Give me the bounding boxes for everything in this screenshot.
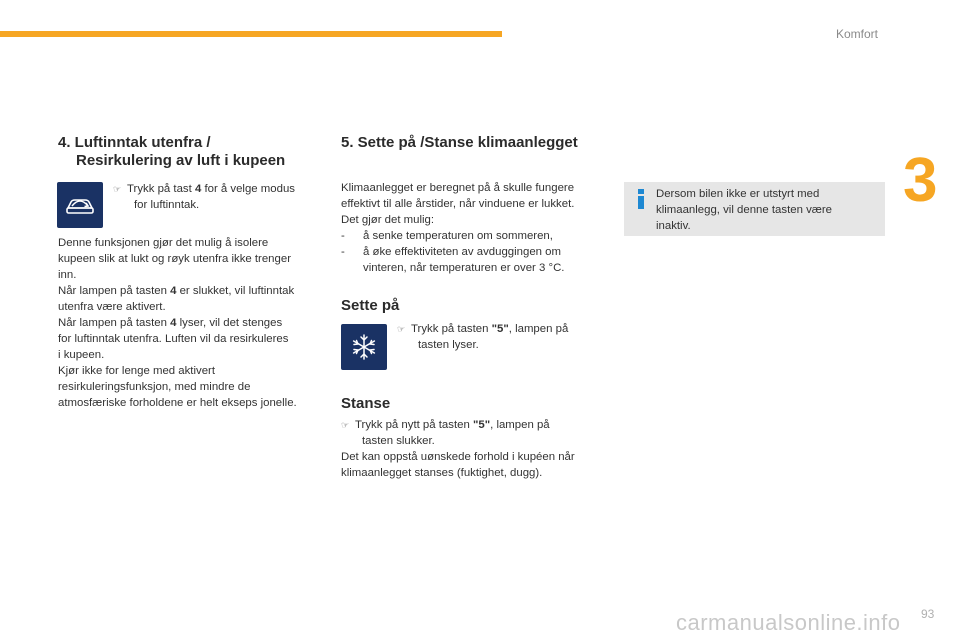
- recirculation-button-image: [57, 182, 103, 228]
- info-text: Dersom bilen ikke er utstyrt med klimaanlegg, vil denne tasten være inaktiv.: [656, 188, 833, 232]
- chapter-number: 3: [903, 146, 938, 215]
- pointing-hand-icon: ☞: [397, 324, 406, 334]
- snowflake-icon: [341, 324, 387, 370]
- heading-line-1: 4. Luftinntak utenfra /: [58, 134, 211, 151]
- heading-switch-off: Stanse: [341, 395, 391, 412]
- section-title: Komfort: [836, 27, 879, 41]
- air-intake-description: Denne funksjonen gjør det mulig å isolere kupeen slik at lukt og røyk utenfra ikke trenger inn. Når lampen på tasten 4 er slukket, vil luftinntak utenfra være aktivert. Når lampen på tasten 4 lyser, vil det stenges for luftinntak utenfra. Luften vil da resirkuleres i kupeen. Kjør ikke for lenge med aktivert resirkuleringsfunksjon, med mindre de atmosfæriske forholdene er helt ekseps jonelle.: [58, 237, 297, 409]
- accent-bar: [0, 31, 502, 37]
- page-number: 93: [921, 607, 935, 621]
- heading-ac-on-off: 5. Sette på /Stanse klimaanlegget: [341, 134, 578, 151]
- switch-off-instruction: ☞ Trykk på nytt på tasten "5", lampen på tasten slukker. Det kan oppstå uønskede forhold i kupéen når klimaanlegget stanses (fuktighet, dugg).: [341, 419, 575, 479]
- ac-intro: Klimaanlegget er beregnet på å skulle fungere effektivt til alle årstider, når vinduene er lukket. Det gjør det mulig: - å senke temperaturen om sommeren, - å øke effektiviteten av avduggingen om vinteren, når temperaturen er over 3 °C.: [341, 182, 575, 274]
- air-intake-instruction: ☞ Trykk på tast 4 for å velge modus for luftinntak.: [113, 183, 295, 211]
- heading-line-2: Resirkulering av luft i kupeen: [76, 152, 286, 169]
- heading-switch-on: Sette på: [341, 297, 400, 314]
- info-icon: [634, 188, 648, 210]
- pointing-hand-icon: ☞: [113, 184, 122, 194]
- info-box: [624, 182, 885, 236]
- pointing-hand-icon: ☞: [341, 420, 350, 430]
- switch-on-instruction: ☞ Trykk på tasten "5", lampen på tasten lyser.: [397, 323, 569, 351]
- heading-air-intake: [58, 134, 285, 170]
- watermark: carmanualsonline.info: [676, 610, 901, 635]
- ac-button-image: [341, 324, 387, 370]
- car-recirculation-icon: [57, 182, 103, 228]
